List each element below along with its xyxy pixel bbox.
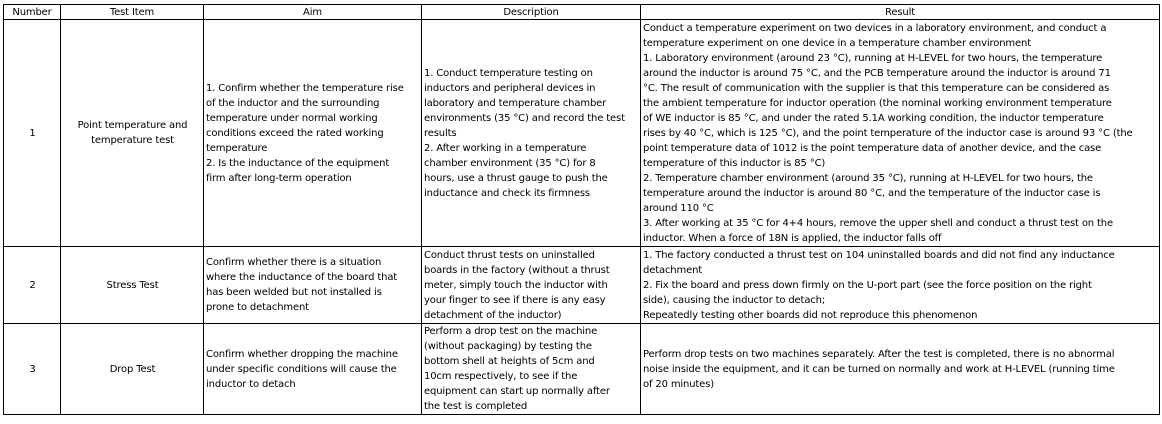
table-row: [4, 324, 1160, 415]
cell-aim: [204, 20, 422, 247]
cell-line: bottom shell at heights of 5cm and: [424, 356, 595, 367]
cell-line: Perform a drop test on the machine: [424, 326, 598, 337]
cell-line: 10cm respectively, to see if the: [424, 371, 578, 382]
test-report-table: [3, 4, 1160, 415]
cell-line: Drop Test: [109, 363, 156, 375]
cell-line: of the inductor and the surrounding: [206, 97, 380, 109]
cell-result: [641, 324, 1160, 415]
cell-line: conditions exceed the rated working: [206, 127, 384, 139]
cell-line: detachment: [643, 264, 703, 276]
cell-line: firm after long-term operation: [206, 172, 352, 184]
cell-line: Confirm whether there is a situation: [206, 257, 382, 268]
header-number: Number: [4, 5, 61, 20]
cell-line: 1. The factory conducted a thrust test on 104 uninstalled boards and did not find any inductance: [643, 249, 1115, 261]
header-result: Result: [641, 5, 1160, 20]
cell-line: hours, use a thrust gauge to push the: [424, 172, 608, 184]
cell-line: rises by 40 °C, which is 125 °C), and the point temperature of the inductor case is around 93 °C (the: [643, 127, 1133, 139]
cell-line: boards in the factory (without a thrust: [424, 264, 610, 276]
cell-test-item: [61, 20, 204, 247]
cell-line: temperature of this inductor is 85 °C): [643, 157, 826, 169]
cell-aim: [204, 247, 422, 324]
cell-line: 1. Laboratory environment (around 23 °C), running at H-LEVEL for two hours, the temperature: [643, 52, 1103, 64]
cell-aim: [204, 324, 422, 415]
header-row: [4, 5, 1160, 20]
cell-number: 1: [4, 20, 61, 247]
cell-test-item: [61, 247, 204, 324]
cell-line: results: [424, 127, 457, 139]
table-row: [4, 247, 1160, 324]
cell-line: chamber environment (35 °C) for 8: [424, 157, 596, 169]
table-row: [4, 20, 1160, 247]
cell-line: equipment can start up normally after: [424, 386, 610, 397]
cell-line: prone to detachment: [206, 302, 309, 313]
cell-result: [641, 247, 1160, 324]
cell-number: 2: [4, 247, 61, 324]
cell-line: Stress Test: [106, 279, 159, 291]
cell-line: 2. Fix the board and press down firmly on the U-port part (see the force position on the right: [643, 279, 1092, 291]
cell-line: 2. Is the inductance of the equipment: [206, 157, 390, 169]
cell-line: your finger to see if there is any easy: [424, 294, 606, 306]
cell-line: temperature: [206, 142, 268, 154]
cell-line: has been welded but not installed is: [206, 287, 382, 298]
header-test-item: Test Item: [61, 5, 204, 20]
cell-line: detachment of the inductor): [424, 309, 562, 321]
cell-description: [422, 247, 641, 324]
cell-line: meter, simply touch the inductor with: [424, 279, 608, 291]
cell-line: around the inductor is around 75 °C, and the PCB temperature around the inductor is around 71: [643, 67, 1111, 79]
cell-description: [422, 324, 641, 415]
cell-number: 3: [4, 324, 61, 415]
cell-line: temperature test: [91, 135, 174, 146]
cell-line: of 20 minutes): [643, 378, 715, 390]
header-aim: Aim: [204, 5, 422, 20]
cell-line: Confirm whether dropping the machine: [206, 348, 398, 360]
cell-line: around 110 °C: [643, 202, 714, 214]
cell-line: of WE inductor is 85 °C, and under the rated 5.1A working condition, the inductor temperature: [643, 112, 1104, 124]
cell-line: inductor to detach: [206, 378, 296, 390]
cell-line: 1. Conduct temperature testing on: [424, 67, 593, 79]
cell-line: Conduct thrust tests on uninstalled: [424, 249, 595, 261]
cell-line: temperature under normal working: [206, 112, 378, 124]
cell-line: temperature experiment on one device in a temperature chamber environment: [643, 37, 1031, 49]
cell-line: (without packaging) by testing the: [424, 341, 592, 352]
cell-line: noise inside the equipment, and it can be turned on normally and work at H-LEVEL (running time: [643, 363, 1115, 375]
cell-line: Repeatedly testing other boards did not reproduce this phenomenon: [643, 309, 978, 321]
cell-line: Perform drop tests on two machines separately. After the test is completed, there is no abnormal: [643, 348, 1115, 360]
cell-line: where the inductance of the board that: [206, 272, 398, 283]
cell-line: Point temperature and: [77, 120, 188, 131]
cell-line: 2. After working in a temperature: [424, 142, 587, 154]
cell-line: under specific conditions will cause the: [206, 363, 397, 375]
cell-line: the test is completed: [424, 401, 528, 412]
cell-line: inductors and peripheral devices in: [424, 82, 596, 94]
cell-line: laboratory and temperature chamber: [424, 97, 607, 109]
cell-line: the ambient temperature for inductor operation (the nominal working environment temperature: [643, 97, 1112, 109]
cell-line: environments (35 °C) and record the test: [424, 112, 625, 124]
cell-line: inductance and check its firmness: [424, 187, 590, 199]
cell-line: °C. The result of communication with the supplier is that this temperature can be considered as: [643, 82, 1110, 94]
cell-line: 1. Confirm whether the temperature rise: [206, 82, 404, 94]
cell-test-item: [61, 324, 204, 415]
cell-line: inductor. When a force of 18N is applied, the inductor falls off: [643, 232, 942, 244]
cell-line: 2. Temperature chamber environment (around 35 °C), running at H-LEVEL for two hours, the: [643, 172, 1093, 184]
cell-line: Conduct a temperature experiment on two devices in a laboratory environment, and conduct a: [643, 22, 1107, 34]
cell-line: temperature around the inductor is around 80 °C, and the temperature of the inductor case is: [643, 187, 1101, 199]
cell-line: point temperature data of 1012 is the point temperature data of another device, and the case: [643, 142, 1102, 154]
cell-result: [641, 20, 1160, 247]
cell-line: 3. After working at 35 °C for 4+4 hours, remove the upper shell and conduct a thrust test on the: [643, 217, 1113, 229]
cell-line: side), causing the inductor to detach;: [643, 294, 826, 306]
header-description: Description: [422, 5, 641, 20]
cell-description: [422, 20, 641, 247]
